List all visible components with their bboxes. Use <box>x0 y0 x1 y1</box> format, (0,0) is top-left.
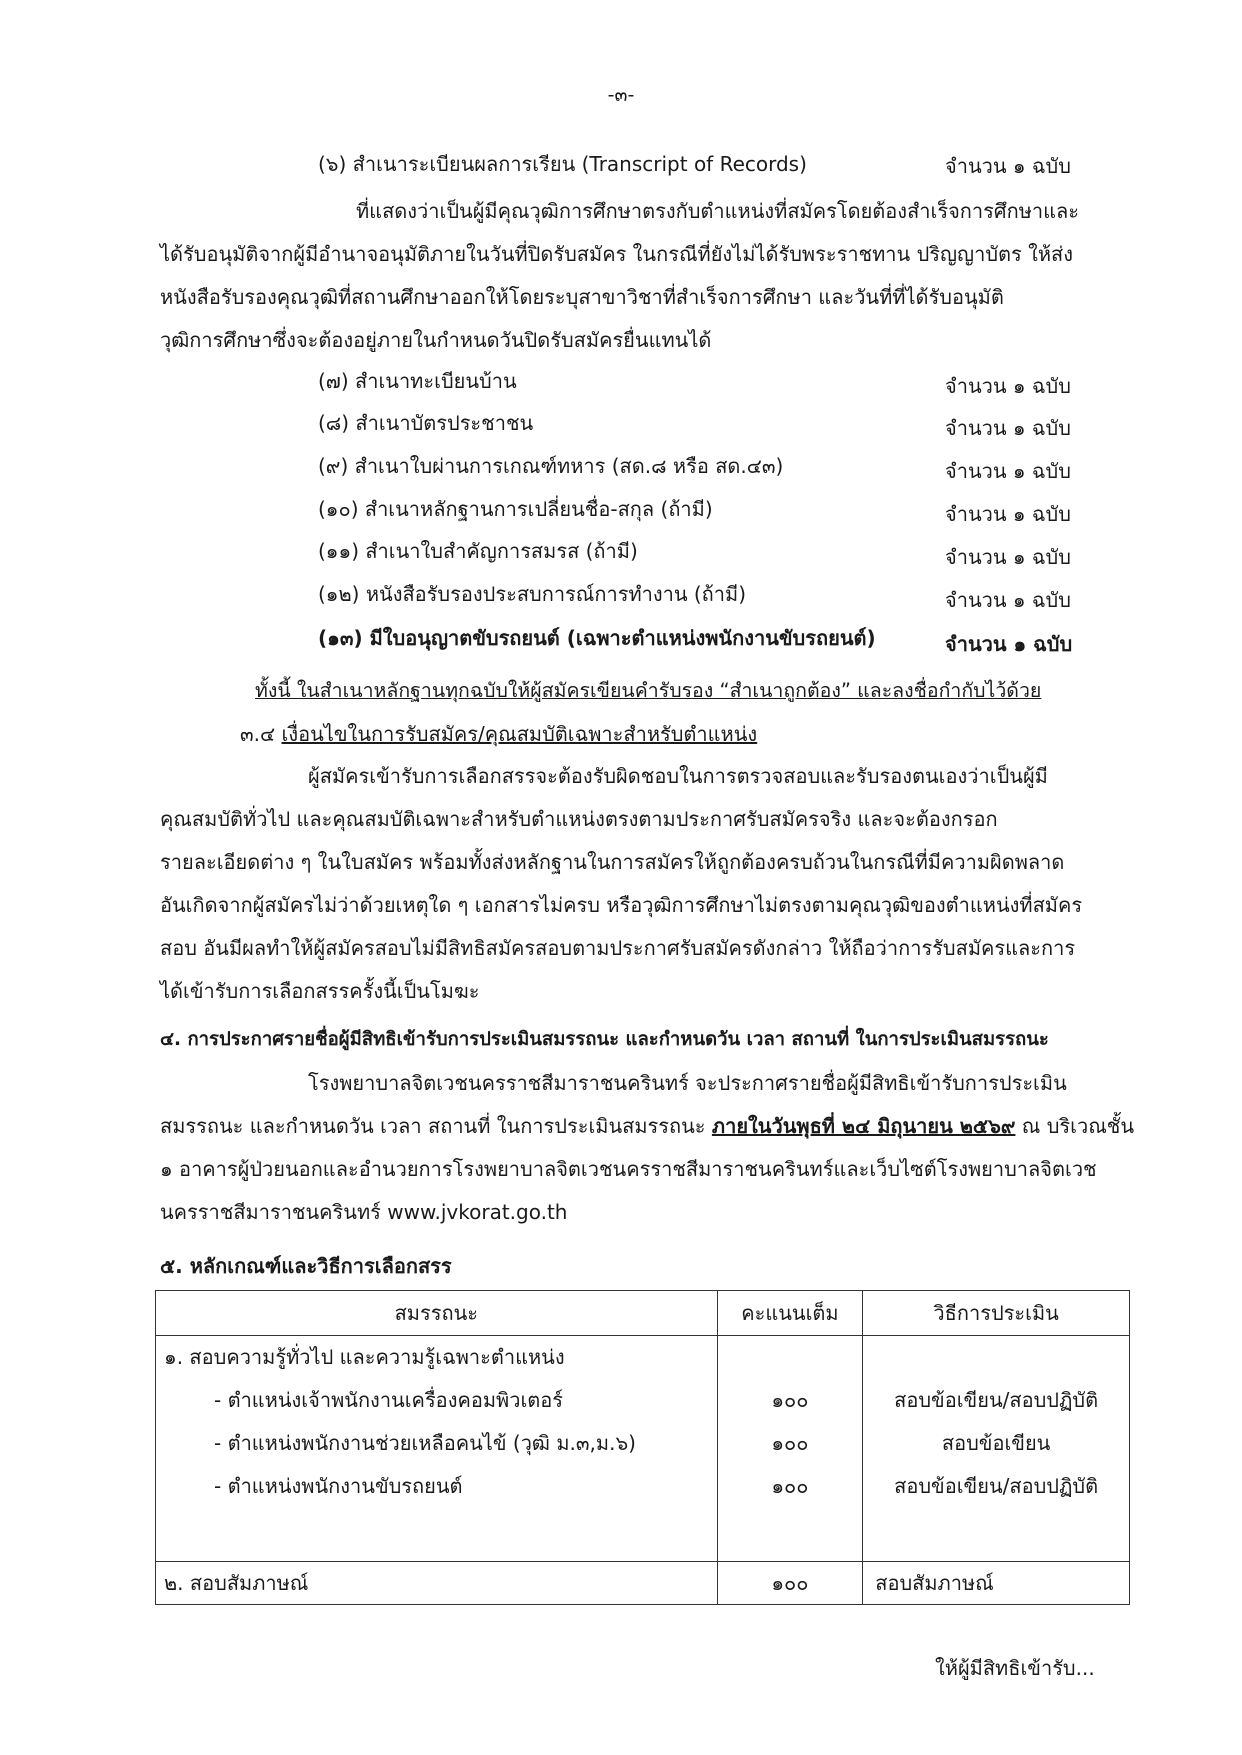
score-value: ๑๐๐ <box>771 1474 809 1498</box>
competency-cell: ๒. สอบสัมภาษณ์ <box>156 1562 718 1605</box>
body-line: สอบ อันมีผลทำให้ผู้สมัครสอบไม่มีสิทธิสมัครสอบตามประกาศรับสมัครดังกล่าว ให้ถือว่าการรับสมัครและการ <box>160 936 1076 960</box>
score-value: ๑๐๐ <box>771 1431 809 1455</box>
doc-item-qty: จำนวน ๑ ฉบับ <box>945 459 1071 483</box>
section-4-heading: ๔. การประกาศรายชื่อผู้มีสิทธิเข้ารับการประเมินสมรรถนะ และกำหนดวัน เวลา สถานที่ ในการประเมินสมรรถนะ <box>160 1029 1049 1050</box>
doc-item-6-label: (๖) สำเนาระเบียนผลการเรียน (Transcript of Records) <box>318 152 807 176</box>
note-line: ที่แสดงว่าเป็นผู้มีคุณวุฒิการศึกษาตรงกับตำแหน่งที่สมัครโดยต้องสำเร็จการศึกษาและ <box>356 199 1079 223</box>
criteria-table <box>155 1290 1130 1605</box>
doc-item-label: (๑๓) มีใบอนุญาตขับรถยนต์ (เฉพาะตำแหน่งพนักงานขับรถยนต์) <box>318 626 876 650</box>
note-line: ได้รับอนุมัติจากผู้มีอำนาจอนุมัติภายในวันที่ปิดรับสมัคร ในกรณีที่ยังไม่ได้รับพระราชทาน ปริญญาบัตร ให้ส่ง <box>160 242 1074 266</box>
continuation-text: ให้ผู้มีสิทธิเข้ารับ... <box>935 1656 1095 1680</box>
score-cell <box>717 1336 863 1562</box>
body-line: รายละเอียดต่าง ๆ ในใบสมัคร พร้อมทั้งส่งหลักฐานในการสมัครให้ถูกต้องครบถ้วนในกรณีที่มีความผิดพลาด <box>160 850 1065 874</box>
doc-item-label: (๑๑) สำเนาใบสำคัญการสมรส (ถ้ามี) <box>318 539 638 563</box>
competency-cell <box>156 1336 718 1562</box>
doc-item-qty: จำนวน ๑ ฉบับ <box>945 416 1071 440</box>
doc-item-qty: จำนวน ๑ ฉบับ <box>945 502 1071 526</box>
column-header: คะแนนเต็ม <box>717 1291 863 1336</box>
table-row <box>156 1562 1130 1605</box>
doc-item-qty: จำนวน ๑ ฉบับ <box>945 588 1071 612</box>
body-text: ณ บริเวณชั้น <box>1015 1114 1134 1138</box>
section-3-4-heading <box>240 718 757 750</box>
body-line: ได้เข้ารับการเลือกสรรครั้งนี้เป็นโมฆะ <box>160 979 480 1003</box>
method-value: สอบข้อเขียน/สอบปฏิบัติ <box>894 1388 1099 1412</box>
score-cell: ๑๐๐ <box>717 1562 863 1605</box>
column-header: วิธีการประเมิน <box>863 1291 1130 1336</box>
position-item: - ตำแหน่งเจ้าพนักงานเครื่องคอมพิวเตอร์ <box>214 1388 564 1412</box>
doc-item-label: (๑๐) สำเนาหลักฐานการเปลี่ยนชื่อ-สกุล (ถ้ามี) <box>318 497 713 521</box>
doc-item-6-note <box>160 190 1105 362</box>
doc-item-qty: จำนวน ๑ ฉบับ <box>945 374 1071 398</box>
body-line: ๑ อาคารผู้ป่วยนอกและอำนวยการโรงพยาบาลจิตเวชนครราชสีมาราชนครินทร์และเว็บไซต์โรงพยาบาลจิตเวช <box>160 1157 1097 1181</box>
doc-item-label: (๙) สำเนาใบผ่านการเกณฑ์ทหาร (สด.๘ หรือ สด.๔๓) <box>318 454 784 478</box>
score-value: ๑๐๐ <box>771 1388 809 1412</box>
doc-item-qty: จำนวน ๑ ฉบับ <box>945 632 1073 656</box>
section-number: ๓.๔ <box>240 722 276 746</box>
section-3-4-body <box>160 755 1105 1013</box>
method-cell <box>863 1336 1130 1562</box>
method-cell: สอบสัมภาษณ์ <box>863 1562 1130 1605</box>
note-line: หนังสือรับรองคุณวุฒิที่สถานศึกษาออกให้โดยระบุสาขาวิชาที่สำเร็จการศึกษา และวันที่ที่ได้รับอนุมัติ <box>160 285 1004 309</box>
announcement-date: ภายในวันพุธที่ ๒๔ มิถุนายน ๒๕๖๙ <box>711 1114 1016 1138</box>
body-line <box>160 1105 1134 1148</box>
body-line: นครราชสีมาราชนครินทร์ www.jvkorat.go.th <box>160 1200 568 1224</box>
table-header-row <box>156 1291 1130 1336</box>
column-header: สมรรถนะ <box>156 1291 718 1336</box>
body-line: คุณสมบัติทั่วไป และคุณสมบัติเฉพาะสำหรับตำแหน่งตรงตามประกาศรับสมัครจริง และจะต้องกรอก <box>160 807 998 831</box>
row-title: ๑. สอบความรู้ทั่วไป และความรู้เฉพาะตำแหน่ง <box>164 1345 565 1369</box>
doc-item-6-qty: จำนวน ๑ ฉบับ <box>945 154 1071 178</box>
section-5-heading: ๕. หลักเกณฑ์และวิธีการเลือกสรร <box>160 1254 452 1278</box>
body-line: ผู้สมัครเข้ารับการเลือกสรรจะต้องรับผิดชอบในการตรวจสอบและรับรองตนเองว่าเป็นผู้มี <box>308 764 1048 788</box>
doc-item-label: (๘) สำเนาบัตรประชาชน <box>318 411 534 435</box>
method-value: สอบข้อเขียน/สอบปฏิบัติ <box>894 1474 1099 1498</box>
body-line: โรงพยาบาลจิตเวชนครราชสีมาราชนครินทร์ จะประกาศรายชื่อผู้มีสิทธิเข้ารับการประเมิน <box>308 1071 1067 1095</box>
doc-item-label: (๑๒) หนังสือรับรองประสบการณ์การทำงาน (ถ้ามี) <box>318 582 747 606</box>
body-line: อันเกิดจากผู้สมัครไม่ว่าด้วยเหตุใด ๆ เอกสารไม่ครบ หรือวุฒิการศึกษาไม่ตรงตามคุณวุฒิของตำแหน่งที่สมัคร <box>160 893 1083 917</box>
page-number: -๓- <box>607 84 635 106</box>
method-value: สอบข้อเขียน <box>941 1431 1051 1455</box>
position-item: - ตำแหน่งพนักงานช่วยเหลือคนไข้ (วุฒิ ม.๓,ม.๖) <box>214 1431 636 1455</box>
body-text: สมรรถนะ และกำหนดวัน เวลา สถานที่ ในการประเมินสมรรถนะ <box>160 1114 712 1138</box>
table-row <box>156 1336 1130 1562</box>
note-line: วุฒิการศึกษาซึ่งจะต้องอยู่ภายในกำหนดวันปิดรับสมัครยื่นแทนได้ <box>160 328 712 352</box>
doc-item-qty: จำนวน ๑ ฉบับ <box>945 545 1071 569</box>
doc-item-label: (๗) สำเนาทะเบียนบ้าน <box>318 369 517 393</box>
certify-note: ทั้งนี้ ในสำเนาหลักฐานทุกฉบับให้ผู้สมัครเขียนคำรับรอง “สำเนาถูกต้อง” และลงชื่อกำกับไว้ด้วย <box>255 679 1042 702</box>
section-4-body <box>160 1062 1134 1234</box>
section-title: เงื่อนไขในการรับสมัคร/คุณสมบัติเฉพาะสำหรับตำแหน่ง <box>281 722 758 746</box>
position-item: - ตำแหน่งพนักงานขับรถยนต์ <box>214 1474 463 1498</box>
